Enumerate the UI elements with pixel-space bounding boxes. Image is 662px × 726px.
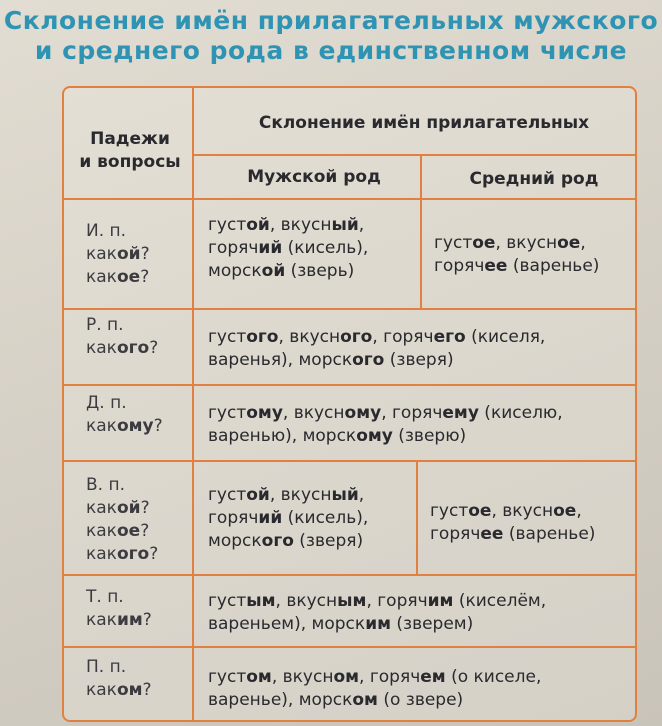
word-part: варенью), морск xyxy=(208,426,357,446)
word-part: , вкусн xyxy=(491,501,554,521)
ending: ий xyxy=(258,508,283,528)
question-mark: ? xyxy=(140,244,150,264)
case-question xyxy=(86,266,150,289)
case-cell xyxy=(86,392,163,438)
question-mark: ? xyxy=(149,544,159,564)
word-part: (зверю) xyxy=(392,426,467,446)
word-part: (варенье) xyxy=(503,524,596,544)
word-part: , горяч xyxy=(381,403,443,423)
form-line xyxy=(208,590,546,613)
form-line xyxy=(434,255,599,278)
row-divider-4 xyxy=(64,574,635,576)
form-line xyxy=(208,402,563,425)
question-stem: как xyxy=(86,521,117,541)
question-mark: ? xyxy=(149,338,159,358)
ending: им xyxy=(427,591,454,611)
case-name: И. п. xyxy=(86,221,127,241)
case-question xyxy=(86,243,150,266)
question-ending: ому xyxy=(116,416,154,436)
ending: им xyxy=(365,614,391,634)
word-part: (зверем) xyxy=(391,614,474,634)
word-part: (киселю, xyxy=(478,403,563,423)
form-line xyxy=(208,613,546,636)
word-part: (кисель), xyxy=(282,238,369,258)
word-part: , горяч xyxy=(372,327,434,347)
case-question xyxy=(86,415,163,438)
word-part: (зверя) xyxy=(293,531,364,551)
form-line xyxy=(430,523,595,546)
declension-table xyxy=(62,86,637,722)
question-ending: ой xyxy=(116,498,141,518)
ending: ий xyxy=(258,238,283,258)
word-part: , xyxy=(576,501,582,521)
word-part: , вкусн xyxy=(269,485,332,505)
form-line xyxy=(208,507,368,530)
word-part: , вкусн xyxy=(282,403,345,423)
form-line xyxy=(208,326,545,349)
ending: ом xyxy=(333,667,360,687)
word-part: (киселя, xyxy=(465,327,546,347)
form-line xyxy=(208,214,368,237)
question-ending: ом xyxy=(116,680,143,700)
question-mark: ? xyxy=(142,680,152,700)
question-mark: ? xyxy=(140,521,150,541)
case-name: В. п. xyxy=(86,475,125,495)
ending: ым xyxy=(337,591,367,611)
ending: ого xyxy=(352,350,385,370)
column-divider-1 xyxy=(192,88,194,720)
form-line xyxy=(208,349,545,372)
word-part: (кисель), xyxy=(282,508,369,528)
ending: ом xyxy=(352,690,378,710)
ending: ое xyxy=(553,501,577,521)
word-part: , горяч xyxy=(359,667,421,687)
word-part: густ xyxy=(434,233,473,253)
full-width-forms xyxy=(208,590,546,636)
word-part: , горяч xyxy=(366,591,428,611)
ending: ый xyxy=(331,485,359,505)
ending: ый xyxy=(331,215,359,235)
word-part: , вкусн xyxy=(269,215,332,235)
ending: ой xyxy=(246,485,270,505)
word-part: (зверя) xyxy=(384,350,454,370)
ending: ой xyxy=(246,215,270,235)
ending: ого xyxy=(246,327,279,347)
header-cases xyxy=(72,128,188,174)
ending: ее xyxy=(480,524,504,544)
ending: ому xyxy=(344,403,382,423)
row-divider-1 xyxy=(64,308,635,310)
word-part: густ xyxy=(208,215,247,235)
ending: ому xyxy=(356,426,393,446)
word-part: , xyxy=(580,233,586,253)
form-line xyxy=(208,425,563,448)
word-part: , вкусн xyxy=(278,327,341,347)
word-part: (о киселе, xyxy=(445,667,542,687)
question-mark: ? xyxy=(140,498,150,518)
row-divider-2 xyxy=(64,384,635,386)
full-width-forms xyxy=(208,402,563,448)
question-ending: ое xyxy=(116,267,141,287)
word-part: , вкусн xyxy=(271,667,334,687)
word-part: густ xyxy=(208,667,247,687)
word-part: варенье), морск xyxy=(208,690,353,710)
word-part: густ xyxy=(208,485,247,505)
form-line xyxy=(208,484,368,507)
case-question xyxy=(86,337,158,360)
case-cell xyxy=(86,220,150,289)
word-part: (зверь) xyxy=(285,261,355,281)
ending: его xyxy=(433,327,466,347)
word-part: (о звере) xyxy=(377,690,464,710)
case-cell xyxy=(86,314,158,360)
ending: ое xyxy=(472,233,496,253)
form-line xyxy=(208,237,368,260)
question-stem: как xyxy=(86,267,117,287)
word-part: (варенье) xyxy=(507,256,600,276)
form-line xyxy=(208,260,368,283)
column-divider-masc-neut-row1 xyxy=(420,200,422,308)
column-divider-masc-neut-row4 xyxy=(416,462,418,574)
word-part: вареньем), морск xyxy=(208,614,366,634)
word-part: варенья), морск xyxy=(208,350,353,370)
word-part: горяч xyxy=(434,256,485,276)
question-ending: ое xyxy=(116,521,141,541)
word-part: густ xyxy=(208,327,247,347)
word-part: , вкусн xyxy=(275,591,338,611)
word-part: густ xyxy=(430,501,469,521)
question-stem: как xyxy=(86,338,117,358)
word-part: морск xyxy=(208,531,262,551)
word-part: , вкусн xyxy=(495,233,558,253)
word-part: густ xyxy=(208,591,247,611)
column-divider-masc-neut-header xyxy=(420,156,422,200)
case-question xyxy=(86,520,158,543)
ending: ым xyxy=(246,591,276,611)
word-part: горяч xyxy=(208,508,259,528)
header-cases-line2: и вопросы xyxy=(79,152,181,172)
question-ending: ой xyxy=(116,244,141,264)
case-name: Т. п. xyxy=(86,587,124,607)
case-name: П. п. xyxy=(86,657,127,677)
case-cell xyxy=(86,586,152,632)
title-line-2: и среднего рода в единственном числе xyxy=(34,36,628,65)
case-cell xyxy=(86,656,152,702)
case-cell xyxy=(86,474,158,566)
header-neuter: Средний род xyxy=(469,169,599,189)
header-subdivider xyxy=(192,154,635,156)
form-line xyxy=(434,232,599,255)
question-stem: как xyxy=(86,244,117,264)
question-stem: как xyxy=(86,610,117,630)
word-part: , xyxy=(358,215,365,235)
question-ending: ого xyxy=(116,338,150,358)
case-name: Д. п. xyxy=(86,393,127,413)
full-width-forms xyxy=(208,666,541,712)
question-mark: ? xyxy=(140,267,150,287)
row-divider-3 xyxy=(64,460,635,462)
masculine-forms xyxy=(208,484,368,553)
word-part: (киселём, xyxy=(453,591,547,611)
case-name: Р. п. xyxy=(86,315,124,335)
form-line xyxy=(430,500,595,523)
header-main: Склонение имён прилагательных xyxy=(258,113,590,133)
question-stem: как xyxy=(86,680,117,700)
masculine-forms xyxy=(208,214,368,283)
row-divider-5 xyxy=(64,646,635,648)
ending: ое xyxy=(557,233,581,253)
ending: ему xyxy=(442,403,479,423)
header-cases-line1: Падежи xyxy=(90,129,170,149)
word-part: горяч xyxy=(430,524,481,544)
word-part: , xyxy=(358,485,365,505)
form-line xyxy=(208,689,541,712)
word-part: горяч xyxy=(208,238,259,258)
form-line xyxy=(208,530,368,553)
question-stem: как xyxy=(86,416,117,436)
question-stem: как xyxy=(86,498,117,518)
ending: ее xyxy=(484,256,508,276)
header-masculine: Мужской род xyxy=(247,167,381,187)
question-ending: ого xyxy=(116,544,150,564)
ending: ем xyxy=(420,667,446,687)
case-question xyxy=(86,609,152,632)
case-question xyxy=(86,543,158,566)
case-question xyxy=(86,497,158,520)
page-title xyxy=(0,6,662,66)
ending: ому xyxy=(246,403,283,423)
ending: ой xyxy=(261,261,286,281)
form-line xyxy=(208,666,541,689)
row-divider-header xyxy=(64,198,635,200)
full-width-forms xyxy=(208,326,545,372)
ending: ого xyxy=(261,531,294,551)
case-question xyxy=(86,679,152,702)
ending: ое xyxy=(468,501,492,521)
title-line-1: Склонение имён прилагательных мужского xyxy=(3,6,659,35)
ending: ого xyxy=(340,327,373,347)
word-part: густ xyxy=(208,403,247,423)
question-ending: им xyxy=(116,610,143,630)
question-mark: ? xyxy=(153,416,163,436)
question-mark: ? xyxy=(142,610,152,630)
neuter-forms xyxy=(430,500,595,546)
word-part: морск xyxy=(208,261,262,281)
question-stem: как xyxy=(86,544,117,564)
ending: ом xyxy=(246,667,272,687)
neuter-forms xyxy=(434,232,599,278)
